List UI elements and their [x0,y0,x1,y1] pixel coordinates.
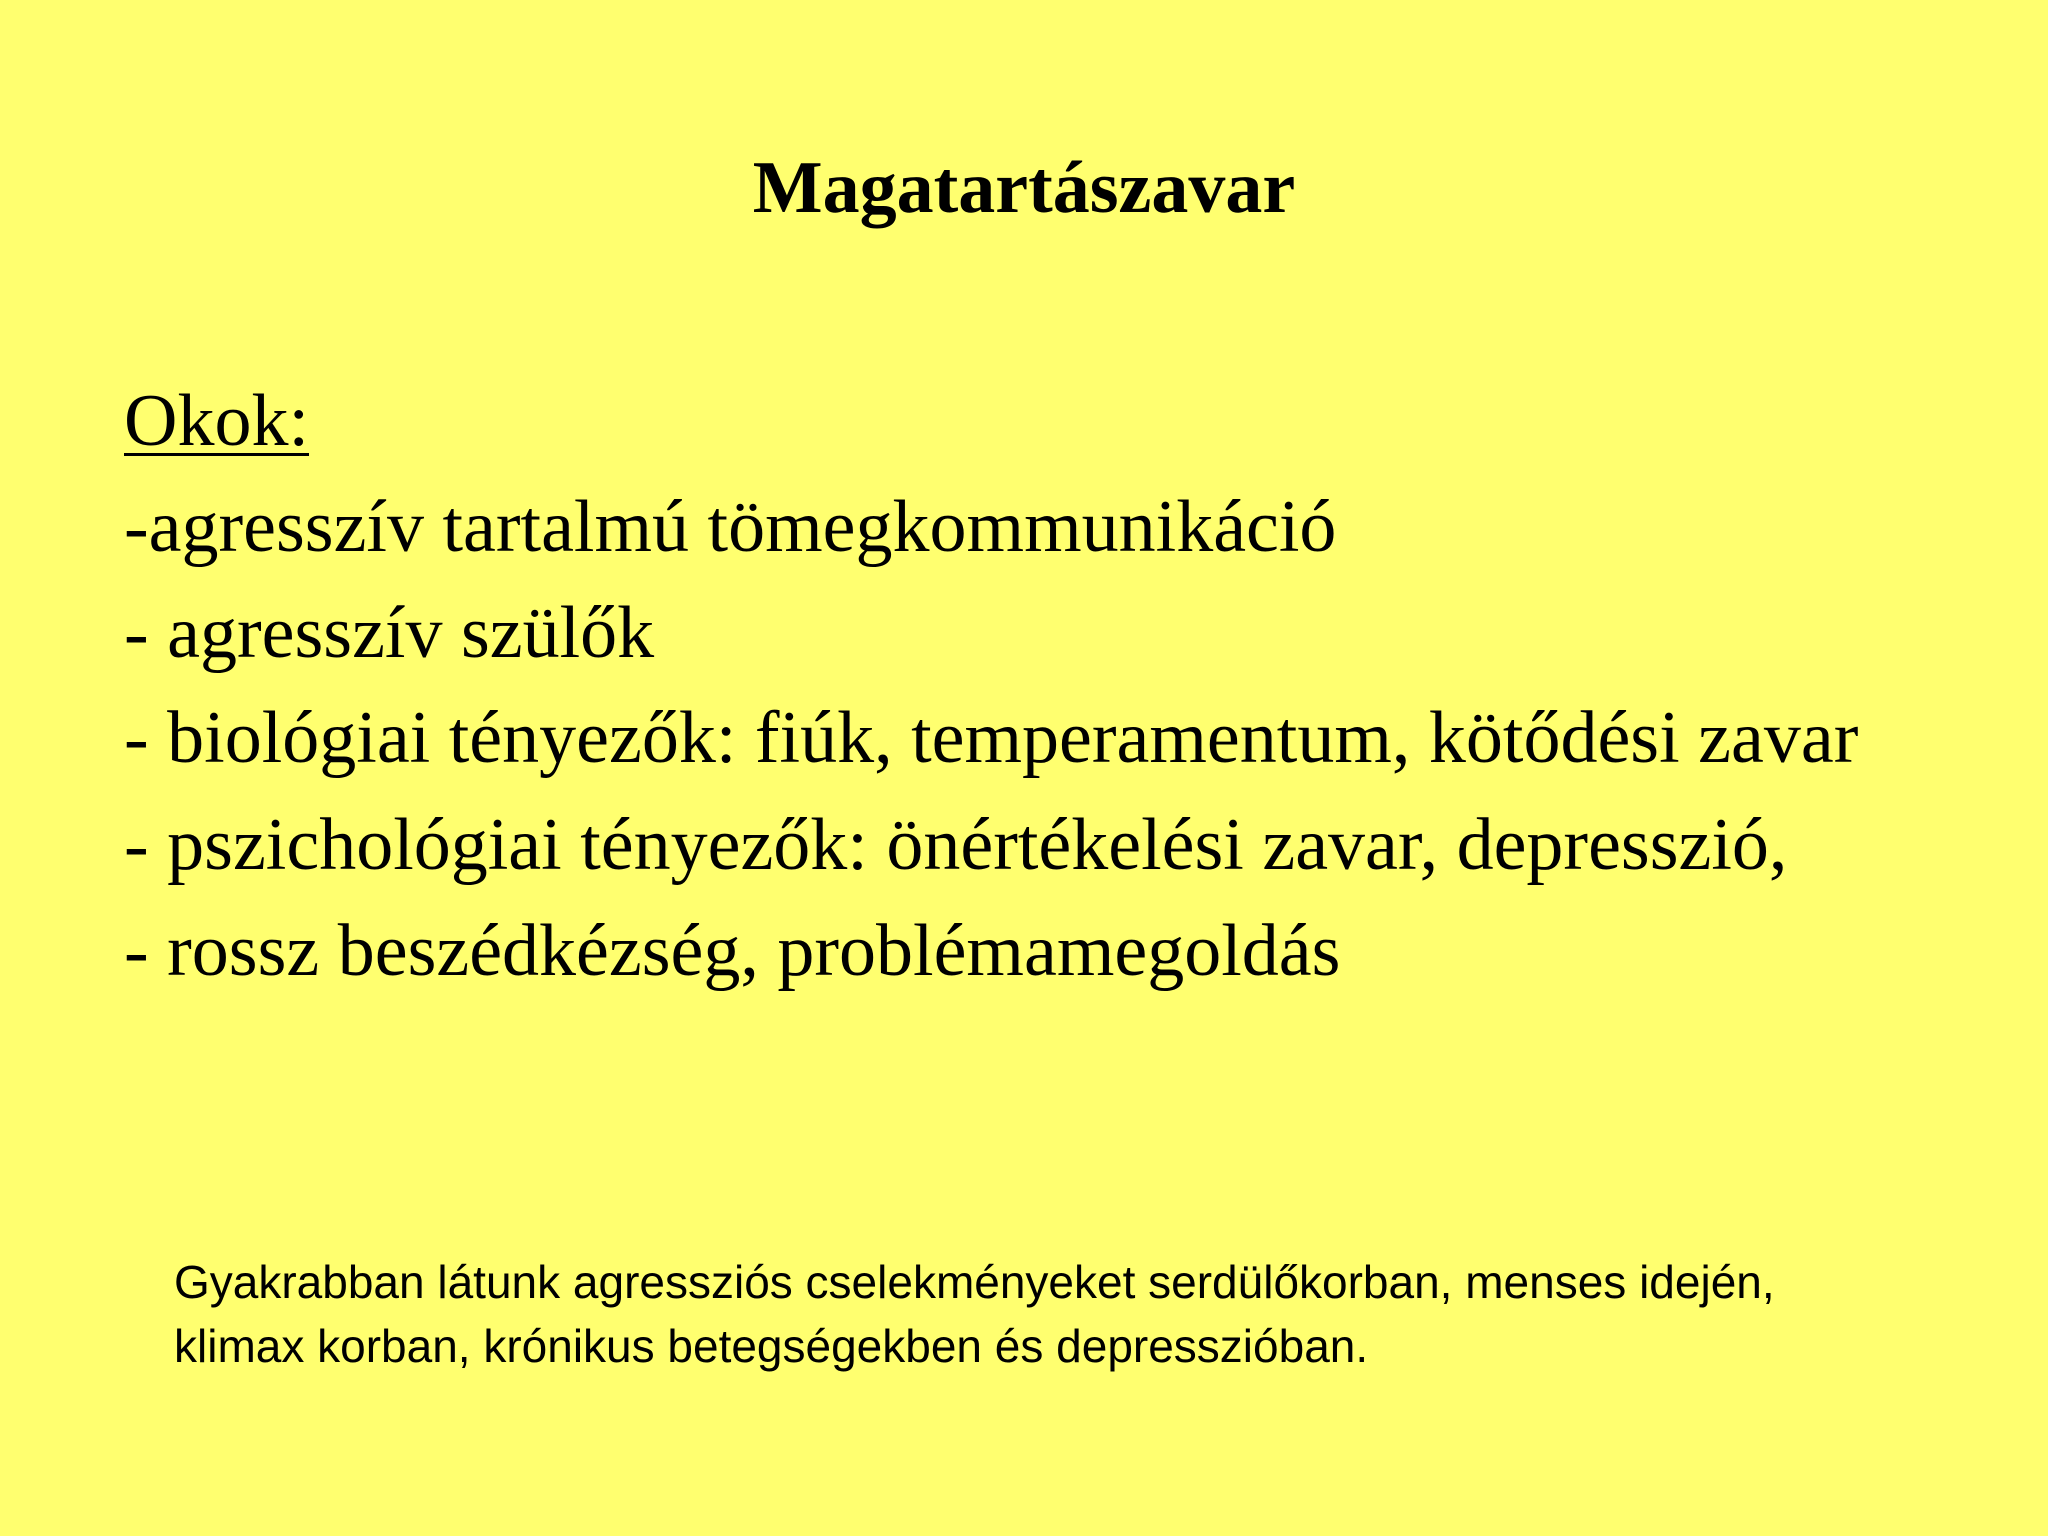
slide-title: Magatartászavar [752,147,1296,229]
footnote: Gyakrabban látunk agressziós cselekményeket serdülőkorban, menses idején, klimax korban, krónikus betegségekben és depresszióban. [174,1256,1775,1372]
cause-item: - pszichológiai tényezők: önértékelési zavar, depresszió, [124,804,1788,886]
causes-block [124,368,2004,1004]
cause-item: -agresszív tartalmú tömegkommunikáció [124,486,1337,568]
causes-list [124,474,2004,1004]
cause-item: - rossz beszédkézség, problémamegoldás [124,910,1341,992]
cause-item: - biológiai tényezők: fiúk, temperamentum, kötődési zavar [124,697,1859,779]
causes-heading: Okok: [124,380,309,462]
cause-item: - agresszív szülők [124,592,655,674]
